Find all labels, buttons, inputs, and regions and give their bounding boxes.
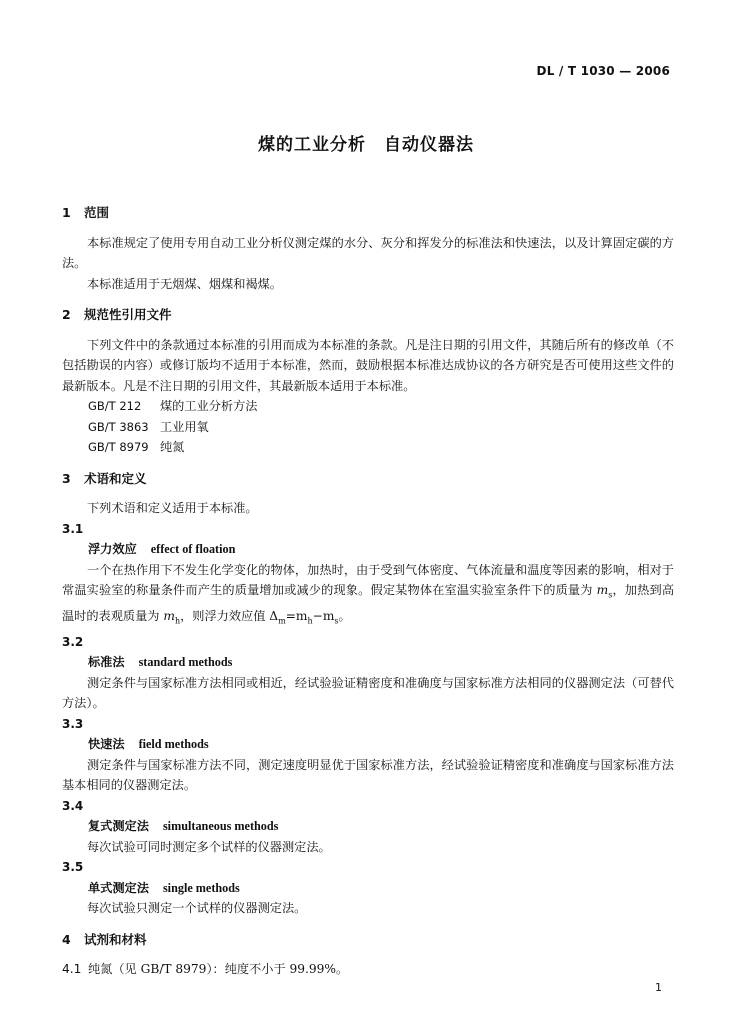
paragraph: 本标准适用于无烟煤、烟煤和褐煤。: [87, 276, 282, 291]
section-heading-3: 3 术语和定义: [62, 470, 147, 486]
term-heading: 浮力效应 effect of floation: [88, 542, 236, 556]
term-definition: 每次试验只测定一个试样的仪器测定法。: [87, 901, 307, 916]
paragraph: 下列文件中的条款通过本标准的引用而成为本标准的条款。凡是注日期的引用文件，其随后所有的修改单（不包括勘误的内容）或修订版均不适用于本标准，然而，鼓励根据本标准达成协议的各方研究是否可使用这些文件的最新版本。凡是不注日期的引用文件，其最新版本适用于本标准。: [62, 337, 674, 393]
term-heading: 复式测定法 simultaneous methods: [88, 819, 279, 834]
reference-item: GB/T 212 煤的工业分析方法: [88, 399, 258, 413]
section-heading-4: 4 试剂和材料: [62, 931, 147, 947]
term-definition: 每次试验可同时测定多个试样的仪器测定法。: [87, 839, 331, 854]
list-item: 4.1 纯氮（见 GB/T 8979）：纯度不小于 99.99%。: [62, 962, 349, 977]
term-number: 3.1: [62, 521, 84, 536]
term-number: 3.5: [62, 860, 84, 875]
document-body: [62, 203, 674, 980]
term-definition: 一个在热作用下不发生化学变化的物体，加热时，由于受到气体密度、气体流量和温度等因素的影响，相对于常温实验室的称量条件而产生的质量增加或减少的现象。假定某物体在室温实验室条件下的质量为 $m_s$，加热到高温时的表观质量为 $m_h$，则浮力效应值 $\Delta_m=m_h-m_s$。: [62, 562, 675, 626]
standard-number: DL / T 1030 — 2006: [536, 64, 670, 78]
page-number: 1: [655, 981, 662, 994]
reference-item: GB/T 3863 工业用氧: [88, 419, 209, 434]
paragraph: 下列术语和定义适用于本标准。: [87, 501, 258, 515]
term-definition: 测定条件与国家标准方法不同，测定速度明显优于国家标准方法，经试验验证精密度和准确度与国家标准方法基本相同的仪器测定法。: [62, 757, 674, 793]
document-title: 煤的工业分析 自动仪器法: [258, 135, 474, 155]
term-heading: 标准法 standard methods: [88, 655, 233, 670]
paragraph: 本标准规定了使用专用自动工业分析仪测定煤的水分、灰分和挥发分的标准法和快速法，以及计算固定碳的方法。: [62, 235, 674, 270]
term-heading: 单式测定法 single methods: [88, 880, 240, 895]
term-number: 3.2: [62, 634, 84, 649]
term-heading: 快速法 field methods: [88, 737, 209, 752]
term-definition: 测定条件与国家标准方法相同或相近，经试验验证精密度和准确度与国家标准方法相同的仪器测定法（可替代方法）。: [62, 675, 674, 711]
reference-item: GB/T 8979 纯氮: [88, 440, 185, 454]
term-number: 3.3: [62, 716, 84, 731]
section-heading-2: 2 规范性引用文件: [62, 307, 172, 322]
term-number: 3.4: [62, 798, 84, 813]
section-heading-1: 1 范围: [62, 205, 110, 220]
